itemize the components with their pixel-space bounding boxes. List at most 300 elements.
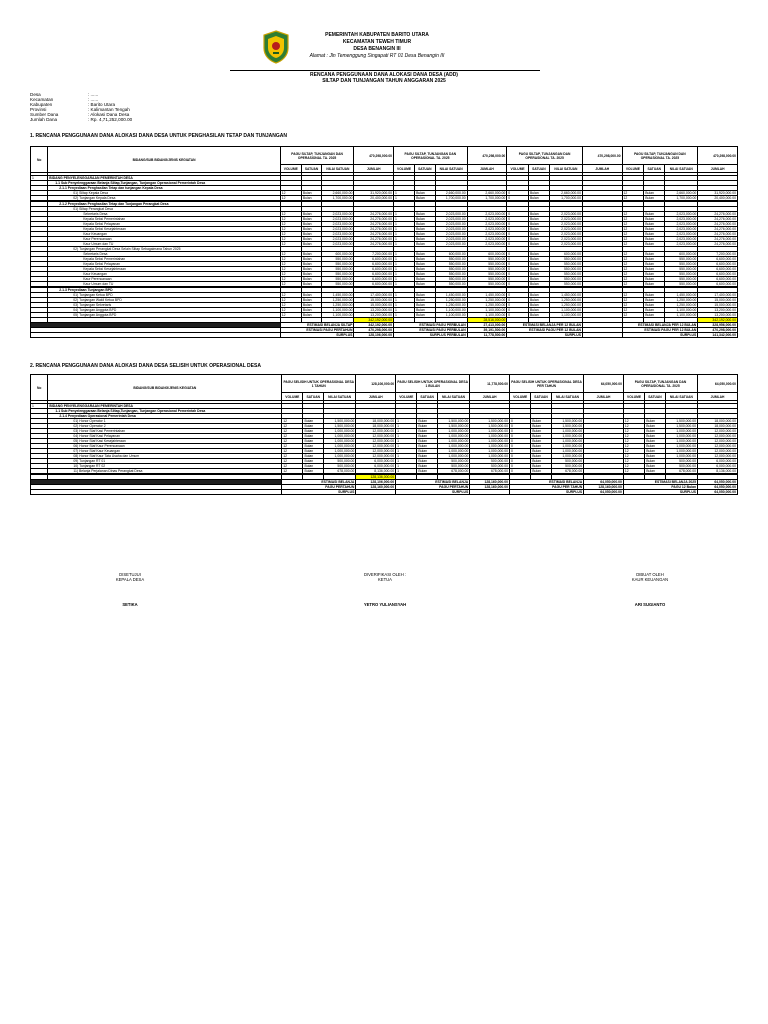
row-value: 500,000.00 [437, 459, 469, 464]
summary-label: PAGU PERTAHUN [282, 485, 356, 490]
row-value: 12 [282, 459, 303, 464]
row-value: 6,600,000.00 [354, 272, 394, 277]
row-value: 6,000,000.00 [698, 464, 738, 469]
row-value: 600,000.00 [435, 252, 467, 257]
row-value: 0 [507, 217, 529, 222]
row-value: 1,450,000.00 [665, 293, 698, 298]
row-value: 12 [280, 257, 301, 262]
row-value: 678,000.00 [323, 469, 355, 474]
row-value: 550,000.00 [467, 282, 507, 287]
column-subheader: JUMLAH [698, 165, 738, 173]
row-value: 0 [510, 464, 531, 469]
column-header-bidang: BIDANG/SUB BIDANG/JENIS KEGIATAN [48, 375, 282, 401]
info-label: Jumlah Dana [30, 117, 58, 122]
row-value: Bulan [644, 232, 665, 237]
row-value: 12 [622, 293, 644, 298]
row-value: 1 [396, 459, 417, 464]
row-value: 24,276,000.00 [698, 222, 738, 227]
info-label: Provinsi [30, 107, 47, 112]
row-value: 678,000.00 [551, 469, 583, 474]
row-value: 6,000,000.00 [698, 459, 738, 464]
row-value: 1 [396, 469, 417, 474]
row-value: 2,023,000.00 [435, 212, 467, 217]
column-subheader: VOLUME [623, 393, 644, 401]
row-value: Bulan [531, 464, 552, 469]
row-value: 550,000.00 [467, 272, 507, 277]
row-value: 2,023,000.00 [665, 232, 698, 237]
row-value: 2,023,000.00 [467, 222, 507, 227]
row-value: 2,023,000.00 [322, 232, 354, 237]
info-label: Kabupaten [30, 102, 53, 107]
row-value: Bulan [301, 303, 321, 308]
row-value: 1,000,000.00 [551, 449, 583, 454]
row-value: 2,023,000.00 [665, 242, 698, 247]
row-value: 600,000.00 [467, 252, 507, 257]
row-value: 0 [510, 459, 531, 464]
summary-row [31, 490, 738, 495]
column-subheader: JUMLAH [356, 393, 396, 401]
row-value: Bulan [415, 252, 435, 257]
row-value: Bulan [644, 277, 665, 282]
row-value: 1 [393, 212, 414, 217]
summary-value: 128,106,000.00 [356, 480, 396, 485]
row-value: 1,100,000.00 [549, 313, 582, 318]
row-value: Bulan [417, 434, 438, 439]
row-value: 12 [280, 237, 301, 242]
row-description: Kaur Umum dan TU [48, 282, 280, 287]
row-value: 12 [280, 191, 301, 196]
row-value: 550,000.00 [322, 282, 354, 287]
row-value: Bulan [415, 232, 435, 237]
summary-spacer [31, 490, 282, 495]
row-value: 6,600,000.00 [698, 267, 738, 272]
signature [600, 572, 700, 607]
row-value: Bulan [644, 237, 665, 242]
row-value: 1,100,000.00 [665, 308, 698, 313]
row-value: 12 [622, 232, 644, 237]
row-description: BIDANG PENYELENGGARAAN PEMERINTAH DESA [48, 404, 282, 409]
row-value: 12 [280, 222, 301, 227]
row-value: Bulan [528, 212, 549, 217]
row-description: Kepala Seksi Pemerintahan [48, 217, 280, 222]
row-value: Bulan [644, 196, 665, 201]
summary-value: 328,956,000.00 [698, 323, 738, 328]
row-value: 12 [282, 429, 303, 434]
row-value: Bulan [644, 257, 665, 262]
row-value: 12 [623, 464, 644, 469]
row-value: Bulan [531, 429, 552, 434]
row-value: 1,250,000.00 [665, 298, 698, 303]
row-value: 0 [507, 262, 529, 267]
summary-label: SURPLUS [396, 490, 470, 495]
row-value: 1,100,000.00 [435, 308, 467, 313]
row-value: 12 [280, 196, 301, 201]
row-value: 12,000,000.00 [356, 434, 396, 439]
row-value: 1,000,000.00 [437, 439, 469, 444]
column-group-amount: 470,298,000.00 [354, 147, 394, 165]
row-value: 550,000.00 [435, 262, 467, 267]
section-1-heading: 1. RENCANA PENGGUNAAN DANA ALOKASI DANA DESA UNTUK PENGHASILAN TETAP DAN TUNJANGAN [30, 133, 287, 139]
row-value: Bulan [528, 196, 549, 201]
row-value: Bulan [644, 298, 665, 303]
column-subheader: SATUAN [528, 165, 549, 173]
row-value: 2,023,000.00 [322, 237, 354, 242]
row-value: 550,000.00 [467, 267, 507, 272]
row-value: 12 [282, 454, 303, 459]
row-value: 12 [280, 272, 301, 277]
row-value: Bulan [644, 303, 665, 308]
row-description: Kaur Perencanaan [48, 277, 280, 282]
row-value: 1,100,000.00 [467, 313, 507, 318]
row-description: 10) Tunjangan RT 02 [48, 464, 282, 469]
info-value: : Kalimantan Tengah [88, 107, 130, 112]
row-description: 08) Honor Staf Kaur Tata Usaha dan Umum [48, 454, 282, 459]
row-value: 0 [510, 434, 531, 439]
row-value: 0 [510, 449, 531, 454]
row-number: 1 [31, 404, 48, 409]
row-value: Bulan [303, 439, 324, 444]
row-value: 0 [507, 227, 529, 232]
row-value: 12 [622, 196, 644, 201]
row-value: Bulan [301, 191, 321, 196]
row-value: 12 [622, 262, 644, 267]
row-value: Bulan [645, 424, 666, 429]
row-value: Bulan [644, 282, 665, 287]
row-value: 12 [282, 469, 303, 474]
row-value: Bulan [301, 257, 321, 262]
row-value: 1 [393, 257, 414, 262]
row-value: Bulan [415, 282, 435, 287]
row-value: 0 [507, 232, 529, 237]
column-subheader: VOLUME [280, 165, 301, 173]
row-value: 1 [396, 464, 417, 469]
row-value: 1 [396, 439, 417, 444]
row-value: Bulan [301, 313, 321, 318]
row-description: 03) Honor Staf Kasi Pemerintahan [48, 429, 282, 434]
row-value: Bulan [301, 237, 321, 242]
signature-role: DISETUJUI [119, 572, 141, 577]
row-value: Bulan [417, 459, 438, 464]
column-group-amount: 470,298,000.00 [467, 147, 507, 165]
row-description: 01) Siltap Perangkat Desa [48, 207, 280, 212]
row-value: 1,000,000.00 [551, 429, 583, 434]
row-value: 1 [393, 293, 414, 298]
row-value: 12 [280, 242, 301, 247]
summary-label: SURPLUS [623, 490, 697, 495]
row-value: 6,600,000.00 [354, 262, 394, 267]
summary-label: ESTIMASI BELANJA PER 12 BULAN [622, 323, 698, 328]
row-value: 12 [623, 444, 644, 449]
row-value: 12 [622, 252, 644, 257]
row-value: Bulan [415, 196, 435, 201]
row-value: 24,276,000.00 [698, 232, 738, 237]
summary-label: ESTIMASI BELANJA SILTAP [280, 323, 354, 328]
row-value: Bulan [415, 298, 435, 303]
row-value: 6,600,000.00 [698, 282, 738, 287]
row-value: 0 [507, 272, 529, 277]
row-value: Bulan [415, 242, 435, 247]
row-value: 1 [393, 217, 414, 222]
row-value: 12 [623, 429, 644, 434]
row-value: 8,136,000.00 [356, 469, 396, 474]
column-subheader: VOLUME [510, 393, 531, 401]
row-value: Bulan [301, 212, 321, 217]
summary-label: PAGU PER TAHUN [510, 485, 584, 490]
column-group-label: PAGU SILTAP, TUNJANGAN DAN OPERASIONAL TA. 2025 [393, 147, 467, 165]
row-value: 1,500,000.00 [551, 424, 583, 429]
row-value: 1,000,000.00 [665, 449, 697, 454]
column-group-amount: 128,106,000.00 [356, 375, 396, 393]
row-value: 500,000.00 [470, 459, 510, 464]
row-value: Bulan [417, 424, 438, 429]
summary-value: 11,778,500.00 [467, 333, 507, 338]
info-label: Desa [30, 92, 41, 97]
row-value: 1,700,000.00 [665, 196, 698, 201]
row-value: 12 [622, 242, 644, 247]
row-value: Bulan [417, 439, 438, 444]
letterhead-address: Alamat : Jln Temenggung Singapati RT 01 Desa Benangin III [309, 53, 445, 59]
row-value: 678,000.00 [665, 469, 697, 474]
row-value: 500,000.00 [323, 459, 355, 464]
row-value: 1,700,000.00 [549, 196, 582, 201]
row-value: 678,000.00 [470, 469, 510, 474]
row-value: Bulan [528, 217, 549, 222]
column-group-label: PAGU SILTAP, TUNJANGAN DAN OPERASIONAL TA. 2025 [280, 147, 354, 165]
row-value: Bulan [301, 217, 321, 222]
row-value: 0 [507, 222, 529, 227]
row-value: 1,000,000.00 [323, 429, 355, 434]
row-value: Bulan [301, 277, 321, 282]
row-value: 0 [507, 282, 529, 287]
row-value: 0 [510, 439, 531, 444]
summary-value: 470,298,000.00 [354, 328, 394, 333]
row-value: 0 [507, 267, 529, 272]
row-value: 1,000,000.00 [323, 444, 355, 449]
row-value: 2,023,000.00 [549, 212, 582, 217]
summary-value: 64,050,000.00 [698, 480, 738, 485]
row-value: 1 [393, 227, 414, 232]
row-value: Bulan [417, 444, 438, 449]
column-group-amount: 11,778,500.00 [470, 375, 510, 393]
row-value: 12 [622, 191, 644, 196]
row-value: 12 [623, 469, 644, 474]
section-2-heading: 2. RENCANA PENGGUNAAN DANA ALOKASI DANA DESA SELISIH UNTUK OPERASIONAL DESA [30, 363, 261, 369]
row-value: 24,276,000.00 [698, 217, 738, 222]
row-value: 1 [393, 272, 414, 277]
row-value: 1 [393, 298, 414, 303]
row-value: 500,000.00 [551, 464, 583, 469]
row-value: Bulan [301, 298, 321, 303]
row-value: 1 [393, 267, 414, 272]
row-value: 0 [507, 257, 529, 262]
row-value: Bulan [528, 237, 549, 242]
summary-value: 27,413,000.00 [467, 323, 507, 328]
info-value: : ...... [88, 92, 99, 97]
row-value: 600,000.00 [322, 252, 354, 257]
row-value: 12,000,000.00 [698, 444, 738, 449]
row-value: 1,700,000.00 [322, 196, 354, 201]
row-value: Bulan [645, 444, 666, 449]
row-value: 2,023,000.00 [467, 212, 507, 217]
row-value: 24,276,000.00 [354, 237, 394, 242]
row-value: 0 [507, 252, 529, 257]
info-label: Sumber Dana [30, 112, 59, 117]
row-value: 0 [507, 277, 529, 282]
row-value: 1 [393, 277, 414, 282]
letterhead-divider [230, 70, 540, 71]
row-value: Bulan [645, 459, 666, 464]
row-value: Bulan [301, 252, 321, 257]
summary-value: 128,160,000.00 [470, 485, 510, 490]
row-value: 500,000.00 [665, 459, 697, 464]
row-value: Bulan [644, 191, 665, 196]
row-value: Bulan [303, 464, 324, 469]
row-value: 12 [622, 257, 644, 262]
row-value: 0 [507, 293, 529, 298]
row-value: 550,000.00 [435, 282, 467, 287]
summary-value: 128,160,000.00 [470, 480, 510, 485]
row-value: 1,100,000.00 [435, 313, 467, 318]
row-value: 1,100,000.00 [665, 313, 698, 318]
row-value: 2,023,000.00 [549, 237, 582, 242]
row-value: 550,000.00 [665, 272, 698, 277]
row-value: 12 [282, 439, 303, 444]
summary-label: ESTIMASI BELANJA PER 12 BULAN [507, 323, 583, 328]
row-value: 0 [510, 429, 531, 434]
row-description: 11) Belanja Perjalanan Dinas Perangkat Desa [48, 469, 282, 474]
column-subheader: VOLUME [282, 393, 303, 401]
summary-value: 128,160,000.00 [356, 485, 396, 490]
row-description: Kepala Seksi Pelayanan [48, 262, 280, 267]
row-value: 12 [280, 298, 301, 303]
row-value: Bulan [415, 308, 435, 313]
row-value: 1,500,000.00 [665, 424, 697, 429]
signature-role: DIVERIFIKASI OLEH : [363, 572, 407, 577]
summary-label: ESTIMASI PAGU PERTAHUN [280, 328, 354, 333]
column-subheader: NILAI SATUAN [435, 165, 467, 173]
row-value: Bulan [417, 454, 438, 459]
row-value: 1 [393, 191, 414, 196]
row-value: 12,000,000.00 [356, 429, 396, 434]
column-subheader: NILAI SATUAN [323, 393, 355, 401]
row-value: Bulan [528, 277, 549, 282]
row-description: 01) Honor Operator 1 [48, 419, 282, 424]
row-value: 1,000,000.00 [470, 449, 510, 454]
column-subheader: JUMLAH [582, 165, 622, 173]
row-value: 2,023,000.00 [665, 237, 698, 242]
summary-row [31, 333, 738, 338]
row-value: 550,000.00 [549, 277, 582, 282]
column-subheader: NILAI SATUAN [665, 165, 698, 173]
row-value: 12,000,000.00 [698, 439, 738, 444]
row-value: 12 [280, 277, 301, 282]
row-value: Bulan [644, 252, 665, 257]
row-value: 7,200,000.00 [354, 252, 394, 257]
row-value: 12 [623, 439, 644, 444]
row-value: Bulan [415, 237, 435, 242]
row-value: 12 [280, 313, 301, 318]
summary-value: 470,298,000.00 [698, 328, 738, 333]
row-value: 2,660,000.00 [435, 191, 467, 196]
row-value: 2,023,000.00 [467, 227, 507, 232]
row-value: 12 [282, 444, 303, 449]
row-value: 8,136,000.00 [698, 469, 738, 474]
row-value: 6,000,000.00 [356, 464, 396, 469]
row-value: Bulan [645, 454, 666, 459]
row-description: 2.1.4 Penyediaan Operasional Pemerintah Desa [48, 414, 282, 419]
row-value: 6,600,000.00 [354, 277, 394, 282]
row-value: 12 [622, 282, 644, 287]
row-value: 24,276,000.00 [354, 232, 394, 237]
row-value: 1,250,000.00 [467, 303, 507, 308]
row-value: 2,023,000.00 [665, 212, 698, 217]
row-value: 12,000,000.00 [356, 439, 396, 444]
row-value: Bulan [531, 454, 552, 459]
row-value: 1,000,000.00 [470, 439, 510, 444]
row-value: Bulan [415, 267, 435, 272]
row-description: Kepala Seksi Pelayanan [48, 222, 280, 227]
row-value: 1,250,000.00 [435, 303, 467, 308]
column-subheader: NILAI SATUAN [549, 165, 582, 173]
letterhead-line2: KECAMATAN TEWEH TIMUR [342, 39, 412, 45]
row-value: 1,000,000.00 [437, 434, 469, 439]
row-value: 2,660,000.00 [322, 191, 354, 196]
row-value: Bulan [301, 227, 321, 232]
row-value: Bulan [644, 267, 665, 272]
row-value: Bulan [644, 313, 665, 318]
row-value: 550,000.00 [549, 272, 582, 277]
row-value: 12 [622, 277, 644, 282]
row-value: 12 [623, 419, 644, 424]
summary-label: ESTIMASI BELANJA 2025 [623, 480, 697, 485]
row-value: 31,920,000.00 [354, 191, 394, 196]
row-value: Bulan [303, 454, 324, 459]
row-value: 0 [507, 196, 529, 201]
row-value: Bulan [415, 262, 435, 267]
column-group-amount: 470,298,000.00 [582, 147, 622, 165]
column-header-no: No [31, 147, 48, 173]
row-value: Bulan [644, 293, 665, 298]
row-value: Bulan [531, 444, 552, 449]
column-subheader: NILAI SATUAN [322, 165, 354, 173]
row-value: 1,450,000.00 [467, 293, 507, 298]
row-value: 12 [623, 449, 644, 454]
row-value: Bulan [417, 429, 438, 434]
row-value: 1 [393, 237, 414, 242]
info-value: : ...... [88, 97, 99, 102]
row-value: 1 [393, 282, 414, 287]
row-description: 02) Tunjangan Kepala Desa [48, 196, 280, 201]
row-value: Bulan [528, 222, 549, 227]
row-value: 2,023,000.00 [549, 227, 582, 232]
row-description: 04) Honor Staf Kasi Pelayanan [48, 434, 282, 439]
row-value: 6,600,000.00 [698, 277, 738, 282]
row-value: 15,000,000.00 [354, 298, 394, 303]
row-value: 2,023,000.00 [322, 242, 354, 247]
row-value: Bulan [415, 227, 435, 232]
row-description: Kepala Seksi Pemerintahan [48, 257, 280, 262]
row-value: 550,000.00 [665, 282, 698, 287]
row-value: Bulan [645, 434, 666, 439]
row-value: 12 [622, 227, 644, 232]
row-value: Bulan [531, 434, 552, 439]
row-value: 12 [280, 227, 301, 232]
row-description: 03) Tunjangan Sekretaris [48, 303, 280, 308]
summary-label: ESTIMASI PAGU PERBULAN [393, 328, 467, 333]
row-value: 1,500,000.00 [437, 424, 469, 429]
row-value: 12 [280, 232, 301, 237]
row-value: 24,276,000.00 [698, 242, 738, 247]
